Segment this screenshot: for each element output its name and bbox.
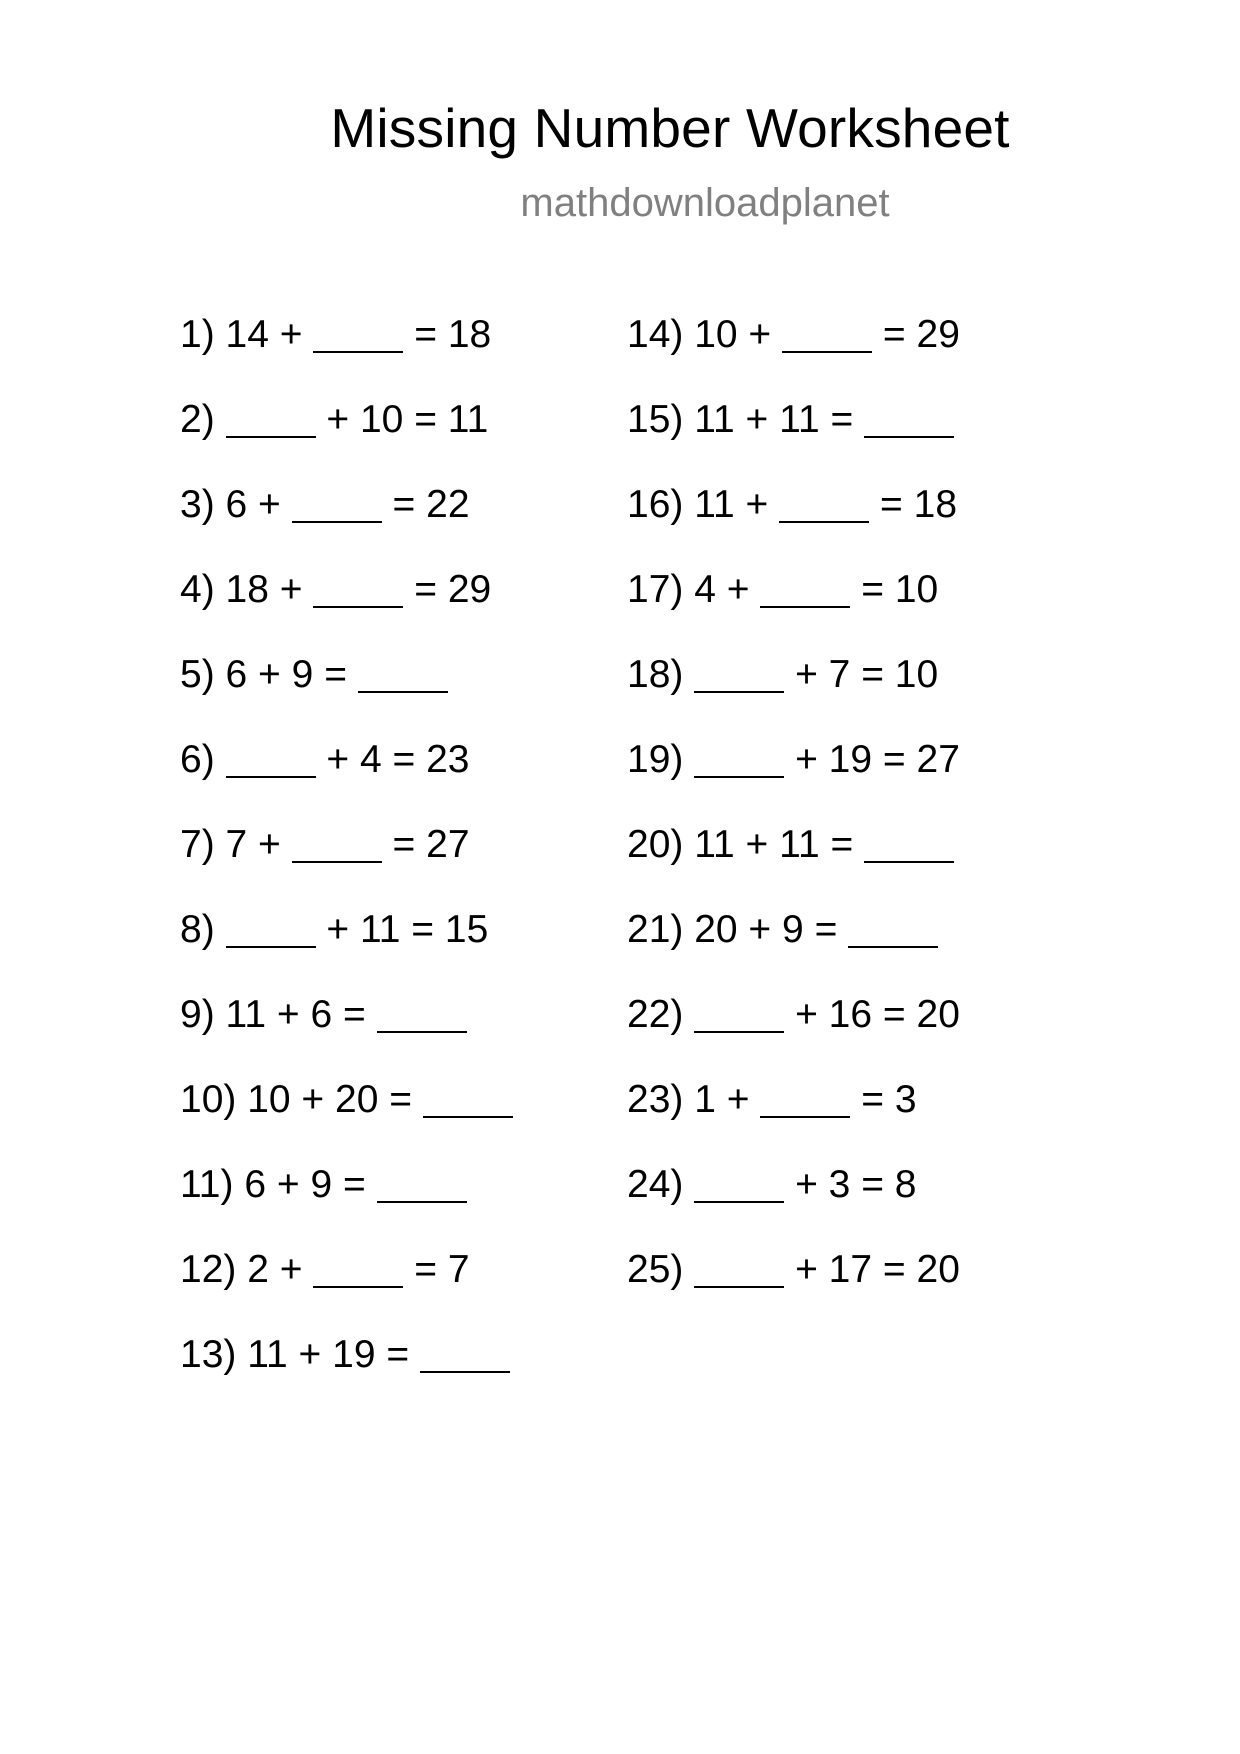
problem-25: 25) + 17 = 20 <box>627 1248 960 1291</box>
problem-7: 7) 7 + = 27 <box>180 823 470 866</box>
answer-blank[interactable] <box>760 1082 850 1118</box>
problem-12: 12) 2 + = 7 <box>180 1248 470 1291</box>
answer-blank[interactable] <box>420 1337 510 1373</box>
problem-9: 9) 11 + 6 = <box>180 992 467 1038</box>
answer-blank[interactable] <box>226 912 316 948</box>
problem-22: 22) + 16 = 20 <box>627 993 960 1036</box>
problem-24: 24) + 3 = 8 <box>627 1163 917 1206</box>
problem-8: 8) + 11 = 15 <box>180 908 489 951</box>
answer-blank[interactable] <box>226 402 316 438</box>
answer-blank[interactable] <box>694 1167 784 1203</box>
problem-23: 23) 1 + = 3 <box>627 1078 917 1121</box>
answer-blank[interactable] <box>226 742 316 778</box>
answer-blank[interactable] <box>423 1082 513 1118</box>
answer-blank[interactable] <box>358 657 448 693</box>
answer-blank[interactable] <box>848 912 938 948</box>
page-title: Missing Number Worksheet <box>330 97 1010 159</box>
problem-17: 17) 4 + = 10 <box>627 568 939 611</box>
answer-blank[interactable] <box>292 827 382 863</box>
problem-21: 21) 20 + 9 = <box>627 907 938 953</box>
problem-14: 14) 10 + = 29 <box>627 313 960 356</box>
problem-16: 16) 11 + = 18 <box>627 483 958 526</box>
problem-10: 10) 10 + 20 = <box>180 1077 513 1123</box>
answer-blank[interactable] <box>313 317 403 353</box>
answer-blank[interactable] <box>313 1252 403 1288</box>
answer-blank[interactable] <box>760 572 850 608</box>
problem-19: 19) + 19 = 27 <box>627 738 960 781</box>
problem-4: 4) 18 + = 29 <box>180 568 492 611</box>
answer-blank[interactable] <box>377 1167 467 1203</box>
answer-blank[interactable] <box>694 742 784 778</box>
answer-blank[interactable] <box>694 997 784 1033</box>
problem-15: 15) 11 + 11 = <box>627 397 954 443</box>
answer-blank[interactable] <box>864 402 954 438</box>
answer-blank[interactable] <box>292 487 382 523</box>
answer-blank[interactable] <box>694 1252 784 1288</box>
answer-blank[interactable] <box>377 997 467 1033</box>
problem-18: 18) + 7 = 10 <box>627 653 939 696</box>
problem-2: 2) + 10 = 11 <box>180 398 489 441</box>
problem-11: 11) 6 + 9 = <box>180 1162 467 1208</box>
problem-3: 3) 6 + = 22 <box>180 483 470 526</box>
problem-5: 5) 6 + 9 = <box>180 652 448 698</box>
problem-20: 20) 11 + 11 = <box>627 822 954 868</box>
answer-blank[interactable] <box>779 487 869 523</box>
answer-blank[interactable] <box>864 827 954 863</box>
answer-blank[interactable] <box>782 317 872 353</box>
problem-13: 13) 11 + 19 = <box>180 1332 510 1378</box>
answer-blank[interactable] <box>313 572 403 608</box>
problem-6: 6) + 4 = 23 <box>180 738 470 781</box>
answer-blank[interactable] <box>694 657 784 693</box>
site-watermark: mathdownloadplanet <box>520 181 890 225</box>
problem-1: 1) 14 + = 18 <box>180 313 492 356</box>
